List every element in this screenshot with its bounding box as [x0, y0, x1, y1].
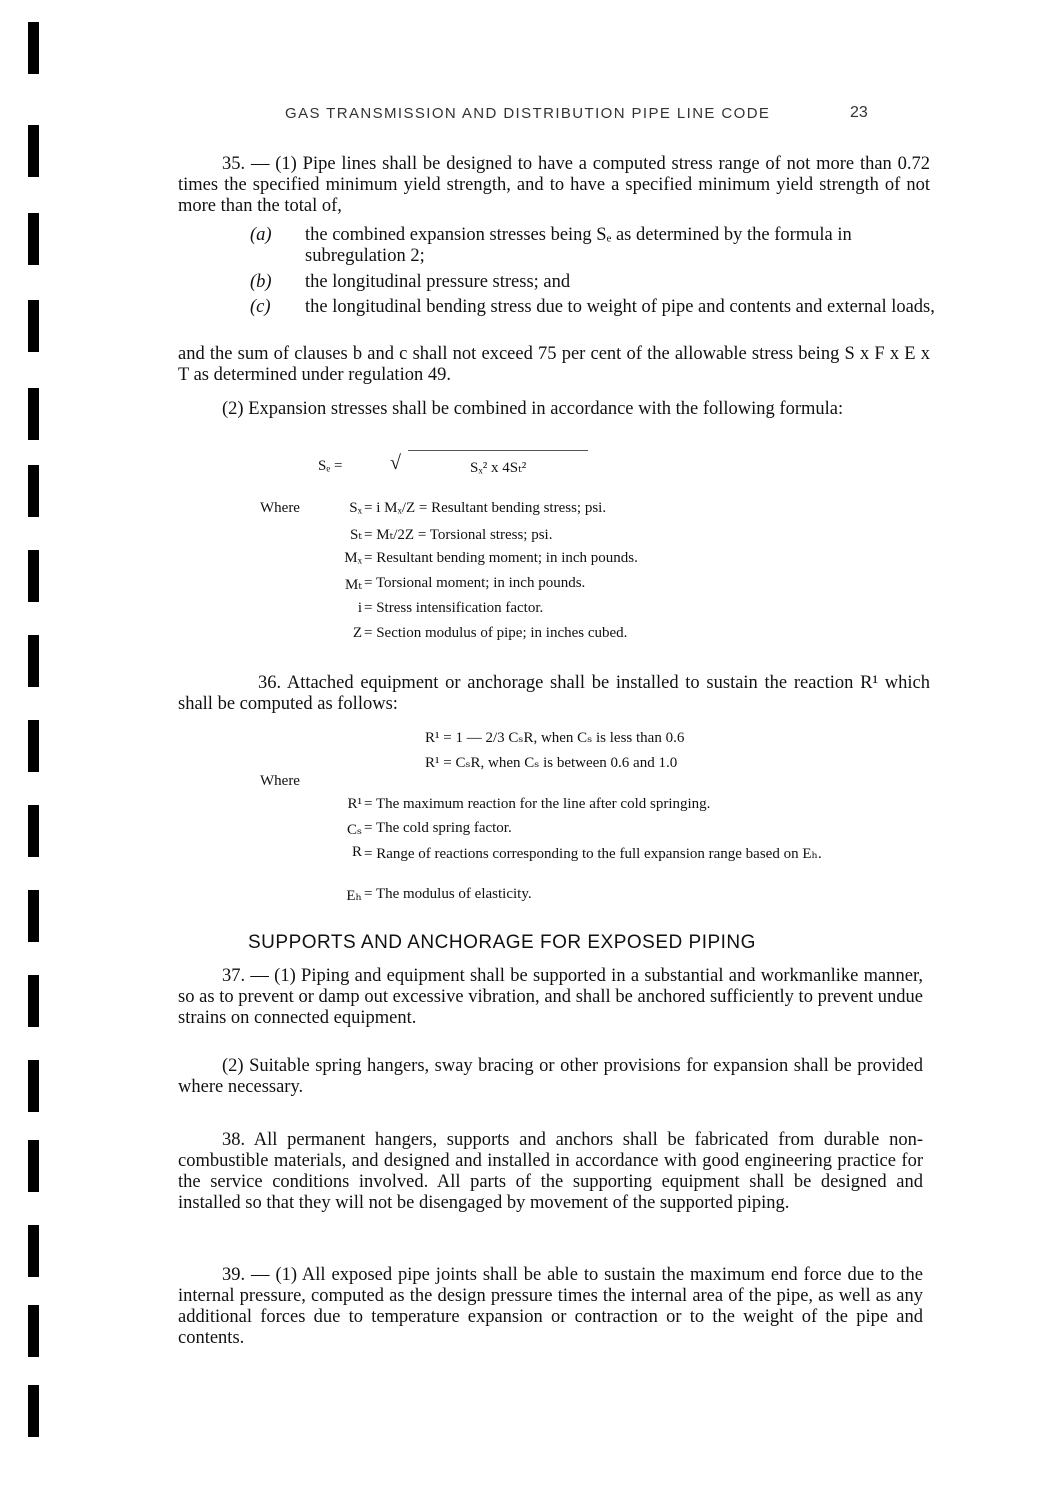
- definition-symbol: Sₜ: [349, 527, 362, 543]
- section-35-para-1: 35. — (1) Pipe lines shall be designed to have a computed stress range of not more than 0.72 times the specified minimum yield strength, and to have a specified minimum yield strength of not more than the total of,: [178, 154, 930, 216]
- clause-a-text: the combined expansion stresses being Sₑ as determined by the formula in subregulation 2;: [305, 225, 852, 266]
- clause-b-text: the longitudinal pressure stress; and: [305, 272, 571, 292]
- binding-mark: [28, 890, 39, 942]
- binding-mark: [28, 805, 39, 857]
- sqrt-sign: √: [390, 452, 401, 474]
- definition-symbol: Mₜ: [344, 577, 362, 593]
- section-38-para-1: 38. All permanent hangers, supports and anchors shall be fabricated from durable non-combustible materials, and designed and installed in accordance with good engineering practice for the service conditions involved. All parts of the supporting equipment shall be designed and installed so that they will not be disengaged by movement of the supported piping.: [178, 1130, 923, 1213]
- binding-mark: [28, 975, 39, 1027]
- binding-mark: [28, 300, 39, 352]
- clause-b-marker: (b): [250, 272, 272, 292]
- page-number: 23: [850, 104, 868, 121]
- sqrt-bar: [408, 450, 588, 451]
- definition-text: = Torsional moment; in inch pounds.: [364, 575, 586, 591]
- definition-text: = i Mₓ/Z = Resultant bending stress; psi.: [364, 500, 607, 516]
- where-label-36: Where: [260, 773, 300, 789]
- definition-symbol: i: [357, 600, 362, 616]
- section-37-para-1: 37. — (1) Piping and equipment shall be supported in a substantial and workmanlike manner, so as to prevent or damp out excessive vibration, and shall be anchored sufficiently to prevent undue strains on connected equipment.: [178, 966, 923, 1028]
- binding-mark: [28, 1305, 39, 1357]
- definition-symbol: R: [351, 844, 362, 860]
- binding-mark: [28, 635, 39, 687]
- binding-mark: [28, 125, 39, 177]
- definition-text: = Range of reactions corresponding to the full expansion range based on Eₕ.: [364, 846, 822, 862]
- clause-c-text: the longitudinal bending stress due to weight of pipe and contents and external loads,: [305, 297, 935, 317]
- binding-mark: [28, 550, 39, 602]
- binding-mark: [28, 22, 39, 74]
- section-37-para-2: (2) Suitable spring hangers, sway bracing or other provisions for expansion shall be provided where necessary.: [178, 1056, 923, 1097]
- section-heading: SUPPORTS AND ANCHORAGE FOR EXPOSED PIPING: [248, 932, 756, 953]
- definition-text: = The modulus of elasticity.: [364, 886, 532, 902]
- binding-mark: [28, 1385, 39, 1437]
- definition-text: = Stress intensification factor.: [364, 600, 544, 616]
- where-label-35: Where: [260, 500, 300, 516]
- definition-symbol: Sₓ: [349, 500, 362, 516]
- definition-symbol: R¹: [347, 796, 362, 812]
- binding-mark: [28, 720, 39, 772]
- section-35-para-2: (2) Expansion stresses shall be combined in accordance with the following formula:: [222, 399, 844, 419]
- definition-text: = The maximum reaction for the line after cold springing.: [364, 796, 711, 812]
- definition-text: = The cold spring factor.: [364, 820, 512, 836]
- binding-mark: [28, 388, 39, 440]
- reaction-equation-2: R¹ = CₛR, when Cₛ is between 0.6 and 1.0: [425, 755, 678, 771]
- binding-mark: [28, 465, 39, 517]
- binding-mark: [28, 1140, 39, 1192]
- definition-symbol: Mₓ: [344, 550, 362, 566]
- definition-symbol: Eₕ: [346, 888, 362, 904]
- binding-mark: [28, 1225, 39, 1277]
- reaction-equation-1: R¹ = 1 — 2/3 CₛR, when Cₛ is less than 0.6: [425, 730, 685, 746]
- section-36-para-1: 36. Attached equipment or anchorage shall be installed to sustain the reaction R¹ which shall be computed as follows:: [178, 673, 930, 714]
- binding-mark: [28, 213, 39, 265]
- definition-text: = Section modulus of pipe; in inches cubed.: [364, 625, 628, 641]
- definition-text: = Mₜ/2Z = Torsional stress; psi.: [364, 527, 553, 543]
- running-head: GAS TRANSMISSION AND DISTRIBUTION PIPE LINE CODE: [285, 105, 771, 122]
- definition-text: = Resultant bending moment; in inch pounds.: [364, 550, 638, 566]
- section-35-sum-para: and the sum of clauses b and c shall not exceed 75 per cent of the allowable stress being S x F x E x T as determined under regulation 49.: [178, 344, 930, 385]
- definition-symbol: Z: [352, 625, 362, 641]
- clause-c-marker: (c): [250, 297, 271, 317]
- formula-rhs: Sₓ² x 4Sₜ²: [470, 460, 527, 476]
- clause-a-marker: (a): [250, 225, 272, 245]
- definition-symbol: Cₛ: [346, 822, 362, 838]
- binding-mark: [28, 1060, 39, 1112]
- section-39-para-1: 39. — (1) All exposed pipe joints shall be able to sustain the maximum end force due to the internal pressure, computed as the design pressure times the internal area of the pipe, as well as any additional forces due to temperature expansion or contraction or to the weight of the pipe and contents.: [178, 1265, 923, 1348]
- formula-lhs: Sₑ =: [318, 458, 343, 474]
